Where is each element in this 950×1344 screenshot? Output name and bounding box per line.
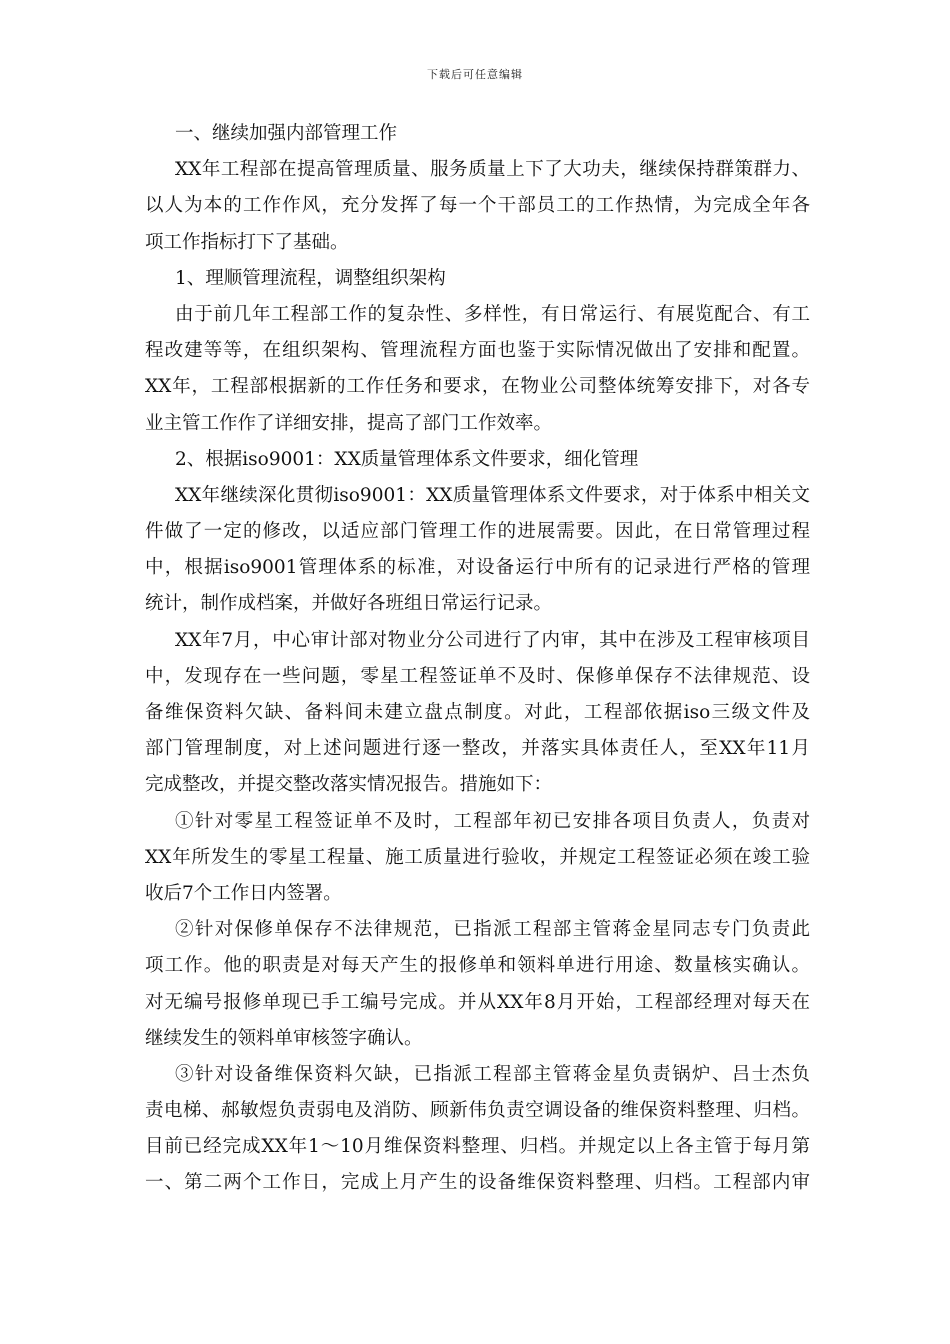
paragraph-line: 以人为本的工作作风，充分发挥了每一个干部员工的工作热情，为完成全年各: [145, 195, 810, 217]
list-item-line: 责电梯、郝敏煜负责弱电及消防、顾新伟负责空调设备的维保资料整理、归档。: [145, 1100, 810, 1122]
list-item-line: 收后7个工作日内签署。: [145, 882, 342, 904]
paragraph-line: 由于前几年工程部工作的复杂性、多样性，有日常运行、有展览配合、有工: [175, 303, 810, 325]
paragraph-line: XX年继续深化贯彻iso9001：XX质量管理体系文件要求，对于体系中相关文: [175, 484, 810, 506]
list-item-line: ②针对保修单保存不法律规范，已指派工程部主管蒋金星同志专门负责此: [175, 919, 810, 941]
paragraph-line: 备维保资料欠缺、备料间未建立盘点制度。对此，工程部依据iso三级文件及: [145, 702, 810, 723]
paragraph-line: 统计，制作成档案，并做好各班组日常运行记录。: [145, 593, 553, 615]
list-item-line: 一、第二两个工作日，完成上月产生的设备维保资料整理、归档。工程部内审: [145, 1172, 810, 1194]
subsection-heading: 1、理顺管理流程，调整组织架构: [175, 267, 446, 289]
header-note: 下载后可任意编辑: [427, 68, 523, 81]
subsection-heading: 2、根据iso9001：XX质量管理体系文件要求，细化管理: [175, 448, 639, 470]
paragraph-line: 程改建等等，在组织架构、管理流程方面也鉴于实际情况做出了安排和配置。: [145, 340, 810, 362]
list-item-line: ①针对零星工程签证单不及时，工程部年初已安排各项目负责人，负责对: [175, 810, 810, 832]
paragraph-line: 业主管工作作了详细安排，提高了部门工作效率。: [145, 412, 553, 434]
document-body: [145, 116, 810, 1202]
list-item-line: 对无编号报修单现已手工编号完成。并从XX年8月开始，工程部经理对每天在: [145, 991, 810, 1013]
paragraph-line: XX年，工程部根据新的工作任务和要求，在物业公司整体统筹安排下，对各专: [145, 376, 810, 398]
paragraph-line: 项工作指标打下了基础。: [145, 231, 349, 253]
list-item-line: 项工作。他的职责是对每天产生的报修单和领料单进行用途、数量核实确认。: [145, 955, 810, 977]
paragraph-line: 完成整改，并提交整改落实情况报告。措施如下：: [145, 774, 553, 796]
paragraph-line: 中，根据iso9001管理体系的标准，对设备运行中所有的记录进行严格的管理: [145, 557, 810, 579]
paragraph-line: XX年7月，中心审计部对物业分公司进行了内审，其中在涉及工程审核项目: [175, 629, 810, 651]
list-item-line: 继续发生的领料单审核签字确认。: [145, 1027, 423, 1049]
list-item-line: 目前已经完成XX年1～10月维保资料整理、归档。并规定以上各主管于每月第: [145, 1136, 810, 1158]
section-heading: 一、继续加强内部管理工作: [175, 123, 398, 144]
paragraph-line: 部门管理制度，对上述问题进行逐一整改，并落实具体责任人，至XX年11月: [145, 738, 810, 760]
paragraph-line: XX年工程部在提高管理质量、服务质量上下了大功夫，继续保持群策群力、: [175, 159, 810, 181]
list-item-line: XX年所发生的零星工程量、施工质量进行验收，并规定工程签证必须在竣工验: [145, 846, 810, 868]
paragraph-line: 中，发现存在一些问题，零星工程签证单不及时、保修单保存不法律规范、设: [145, 665, 810, 687]
list-item-line: ③针对设备维保资料欠缺，已指派工程部主管蒋金星负责锅炉、吕士杰负: [175, 1063, 810, 1085]
paragraph-line: 件做了一定的修改，以适应部门管理工作的进展需要。因此，在日常管理过程: [145, 521, 810, 543]
